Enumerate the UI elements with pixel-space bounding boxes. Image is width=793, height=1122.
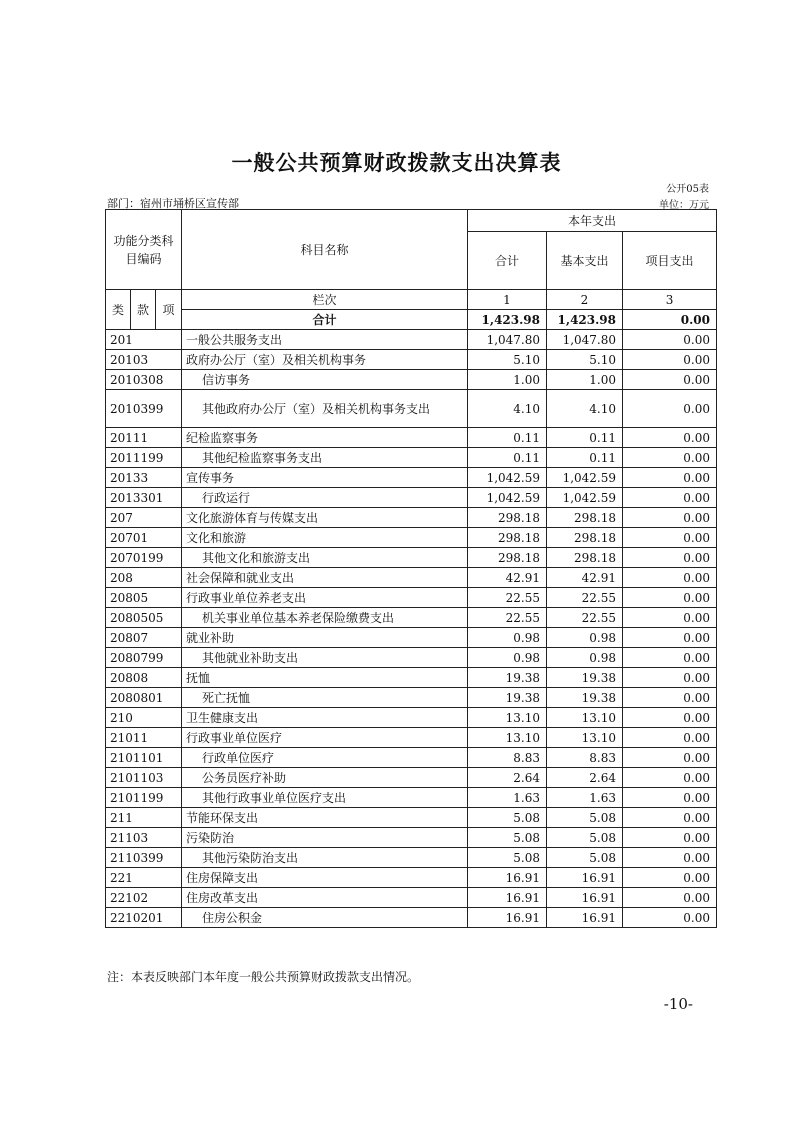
col3-label: 3 bbox=[623, 290, 717, 310]
row-subject-name: 抚恤 bbox=[182, 668, 468, 688]
row-basic: 5.10 bbox=[547, 350, 623, 370]
row-code: 2080801 bbox=[106, 688, 182, 708]
table-row bbox=[106, 788, 717, 808]
row-subject-name: 文化和旅游 bbox=[182, 528, 468, 548]
row-basic: 19.38 bbox=[547, 668, 623, 688]
row-project: 0.00 bbox=[623, 508, 717, 528]
table-row bbox=[106, 828, 717, 848]
row-code: 20103 bbox=[106, 350, 182, 370]
total-row-basic: 1,423.98 bbox=[547, 310, 623, 330]
func-class-header: 功能分类科目编码 bbox=[106, 210, 182, 290]
row-total: 16.91 bbox=[468, 908, 547, 928]
row-project: 0.00 bbox=[623, 808, 717, 828]
row-project: 0.00 bbox=[623, 788, 717, 808]
row-total: 0.98 bbox=[468, 628, 547, 648]
row-basic: 1.63 bbox=[547, 788, 623, 808]
table-row bbox=[106, 548, 717, 568]
total-row-project: 0.00 bbox=[623, 310, 717, 330]
table-row bbox=[106, 350, 717, 370]
department-label: 部门：宿州市埇桥区宣传部 bbox=[107, 197, 239, 210]
row-total: 13.10 bbox=[468, 708, 547, 728]
row-subject-name: 住房改革支出 bbox=[182, 888, 468, 908]
row-project: 0.00 bbox=[623, 688, 717, 708]
row-total: 0.11 bbox=[468, 428, 547, 448]
row-project: 0.00 bbox=[623, 648, 717, 668]
row-total: 5.08 bbox=[468, 828, 547, 848]
table-row bbox=[106, 370, 717, 390]
row-code: 208 bbox=[106, 568, 182, 588]
row-subject-name: 节能环保支出 bbox=[182, 808, 468, 828]
total-row-label: 合计 bbox=[182, 310, 468, 330]
table-row bbox=[106, 748, 717, 768]
row-project: 0.00 bbox=[623, 390, 717, 428]
row-total: 42.91 bbox=[468, 568, 547, 588]
row-subject-name: 死亡抚恤 bbox=[182, 688, 468, 708]
this-year-header: 本年支出 bbox=[468, 210, 717, 232]
table-row bbox=[106, 330, 717, 350]
row-total: 19.38 bbox=[468, 668, 547, 688]
row-project: 0.00 bbox=[623, 448, 717, 468]
form-code: 公开05表 bbox=[666, 184, 709, 195]
row-total: 8.83 bbox=[468, 748, 547, 768]
row-basic: 16.91 bbox=[547, 908, 623, 928]
row-code: 20133 bbox=[106, 468, 182, 488]
table-row bbox=[106, 568, 717, 588]
row-project: 0.00 bbox=[623, 828, 717, 848]
row-total: 298.18 bbox=[468, 508, 547, 528]
table-row bbox=[106, 628, 717, 648]
row-total: 5.08 bbox=[468, 848, 547, 868]
row-total: 13.10 bbox=[468, 728, 547, 748]
row-basic: 16.91 bbox=[547, 868, 623, 888]
row-project: 0.00 bbox=[623, 908, 717, 928]
row-subject-name: 一般公共服务支出 bbox=[182, 330, 468, 350]
row-basic: 16.91 bbox=[547, 888, 623, 908]
row-total: 22.55 bbox=[468, 608, 547, 628]
row-project: 0.00 bbox=[623, 548, 717, 568]
row-project: 0.00 bbox=[623, 888, 717, 908]
row-basic: 22.55 bbox=[547, 588, 623, 608]
row-total: 16.91 bbox=[468, 888, 547, 908]
table-row bbox=[106, 708, 717, 728]
row-project: 0.00 bbox=[623, 468, 717, 488]
row-subject-name: 文化旅游体育与传媒支出 bbox=[182, 508, 468, 528]
row-total: 5.08 bbox=[468, 808, 547, 828]
row-basic: 19.38 bbox=[547, 688, 623, 708]
row-basic: 1,042.59 bbox=[547, 488, 623, 508]
row-basic: 5.08 bbox=[547, 848, 623, 868]
row-total: 298.18 bbox=[468, 548, 547, 568]
table-row bbox=[106, 608, 717, 628]
row-total: 0.11 bbox=[468, 448, 547, 468]
table-row bbox=[106, 648, 717, 668]
row-project: 0.00 bbox=[623, 370, 717, 390]
row-code: 2110399 bbox=[106, 848, 182, 868]
row-basic: 13.10 bbox=[547, 728, 623, 748]
column-label: 栏次 bbox=[182, 290, 468, 310]
row-subject-name: 其他就业补助支出 bbox=[182, 648, 468, 668]
row-total: 19.38 bbox=[468, 688, 547, 708]
row-total: 4.10 bbox=[468, 390, 547, 428]
table-row bbox=[106, 390, 717, 428]
page-number: -10- bbox=[663, 995, 693, 1013]
table-row bbox=[106, 668, 717, 688]
row-subject-name: 污染防治 bbox=[182, 828, 468, 848]
row-code: 201 bbox=[106, 330, 182, 350]
row-code: 20807 bbox=[106, 628, 182, 648]
table-row bbox=[106, 508, 717, 528]
row-code: 2010308 bbox=[106, 370, 182, 390]
table-row bbox=[106, 808, 717, 828]
row-subject-name: 公务员医疗补助 bbox=[182, 768, 468, 788]
row-total: 16.91 bbox=[468, 868, 547, 888]
row-code: 20805 bbox=[106, 588, 182, 608]
row-total: 0.98 bbox=[468, 648, 547, 668]
row-code: 2010399 bbox=[106, 390, 182, 428]
project-header: 项目支出 bbox=[623, 232, 717, 290]
row-code: 2080799 bbox=[106, 648, 182, 668]
row-project: 0.00 bbox=[623, 350, 717, 370]
row-project: 0.00 bbox=[623, 568, 717, 588]
table-row bbox=[106, 888, 717, 908]
row-subject-name: 住房保障支出 bbox=[182, 868, 468, 888]
row-total: 1.63 bbox=[468, 788, 547, 808]
row-total: 1,042.59 bbox=[468, 488, 547, 508]
row-subject-name: 信访事务 bbox=[182, 370, 468, 390]
table-row bbox=[106, 728, 717, 748]
row-subject-name: 其他文化和旅游支出 bbox=[182, 548, 468, 568]
row-basic: 0.11 bbox=[547, 428, 623, 448]
row-code: 210 bbox=[106, 708, 182, 728]
row-basic: 298.18 bbox=[547, 508, 623, 528]
col1-label: 1 bbox=[468, 290, 547, 310]
table-row bbox=[106, 908, 717, 928]
row-subject-name: 行政事业单位医疗 bbox=[182, 728, 468, 748]
row-code: 2101199 bbox=[106, 788, 182, 808]
footnote: 注：本表反映部门本年度一般公共预算财政拨款支出情况。 bbox=[107, 970, 420, 984]
row-basic: 1,042.59 bbox=[547, 468, 623, 488]
row-subject-name: 宣传事务 bbox=[182, 468, 468, 488]
row-project: 0.00 bbox=[623, 728, 717, 748]
row-code: 221 bbox=[106, 868, 182, 888]
row-subject-name: 行政单位医疗 bbox=[182, 748, 468, 768]
row-basic: 5.08 bbox=[547, 828, 623, 848]
table-row bbox=[106, 848, 717, 868]
table-row bbox=[106, 528, 717, 548]
basic-header: 基本支出 bbox=[547, 232, 623, 290]
row-basic: 13.10 bbox=[547, 708, 623, 728]
page-title: 一般公共预算财政拨款支出决算表 bbox=[231, 150, 562, 175]
row-subject-name: 政府办公厅（室）及相关机构事务 bbox=[182, 350, 468, 370]
row-code: 21011 bbox=[106, 728, 182, 748]
table-row bbox=[106, 448, 717, 468]
col2-label: 2 bbox=[547, 290, 623, 310]
row-total: 1.00 bbox=[468, 370, 547, 390]
row-project: 0.00 bbox=[623, 428, 717, 448]
row-code: 20701 bbox=[106, 528, 182, 548]
row-project: 0.00 bbox=[623, 748, 717, 768]
row-code: 2101103 bbox=[106, 768, 182, 788]
row-total: 1,042.59 bbox=[468, 468, 547, 488]
row-project: 0.00 bbox=[623, 588, 717, 608]
row-subject-name: 就业补助 bbox=[182, 628, 468, 648]
row-basic: 22.55 bbox=[547, 608, 623, 628]
row-project: 0.00 bbox=[623, 528, 717, 548]
total-header: 合计 bbox=[468, 232, 547, 290]
row-code: 2080505 bbox=[106, 608, 182, 628]
row-code: 20111 bbox=[106, 428, 182, 448]
row-total: 5.10 bbox=[468, 350, 547, 370]
row-code: 2013301 bbox=[106, 488, 182, 508]
row-basic: 8.83 bbox=[547, 748, 623, 768]
row-code: 2070199 bbox=[106, 548, 182, 568]
row-project: 0.00 bbox=[623, 768, 717, 788]
row-project: 0.00 bbox=[623, 668, 717, 688]
row-subject-name: 社会保障和就业支出 bbox=[182, 568, 468, 588]
total-row-total: 1,423.98 bbox=[468, 310, 547, 330]
row-total: 1,047.80 bbox=[468, 330, 547, 350]
row-code: 21103 bbox=[106, 828, 182, 848]
row-project: 0.00 bbox=[623, 330, 717, 350]
row-subject-name: 行政运行 bbox=[182, 488, 468, 508]
row-project: 0.00 bbox=[623, 868, 717, 888]
row-code: 2101101 bbox=[106, 748, 182, 768]
row-subject-name: 住房公积金 bbox=[182, 908, 468, 928]
table-row bbox=[106, 488, 717, 508]
table-row bbox=[106, 428, 717, 448]
table-row bbox=[106, 868, 717, 888]
table-row bbox=[106, 468, 717, 488]
unit-label: 单位：万元 bbox=[659, 200, 709, 211]
expenditure-table bbox=[105, 209, 717, 928]
row-code: 207 bbox=[106, 508, 182, 528]
row-project: 0.00 bbox=[623, 628, 717, 648]
row-subject-name: 其他政府办公厅（室）及相关机构事务支出 bbox=[182, 390, 468, 428]
row-total: 298.18 bbox=[468, 528, 547, 548]
row-code: 2210201 bbox=[106, 908, 182, 928]
row-basic: 0.11 bbox=[547, 448, 623, 468]
row-subject-name: 其他污染防治支出 bbox=[182, 848, 468, 868]
row-basic: 4.10 bbox=[547, 390, 623, 428]
row-basic: 5.08 bbox=[547, 808, 623, 828]
row-subject-name: 卫生健康支出 bbox=[182, 708, 468, 728]
row-total: 2.64 bbox=[468, 768, 547, 788]
row-subject-name: 纪检监察事务 bbox=[182, 428, 468, 448]
row-basic: 42.91 bbox=[547, 568, 623, 588]
row-project: 0.00 bbox=[623, 708, 717, 728]
subject-name-header: 科目名称 bbox=[182, 210, 468, 290]
row-project: 0.00 bbox=[623, 488, 717, 508]
row-code: 20808 bbox=[106, 668, 182, 688]
row-subject-name: 其他纪检监察事务支出 bbox=[182, 448, 468, 468]
table-row bbox=[106, 688, 717, 708]
row-subject-name: 其他行政事业单位医疗支出 bbox=[182, 788, 468, 808]
row-basic: 1.00 bbox=[547, 370, 623, 390]
row-basic: 298.18 bbox=[547, 528, 623, 548]
row-code: 211 bbox=[106, 808, 182, 828]
row-basic: 1,047.80 bbox=[547, 330, 623, 350]
row-basic: 0.98 bbox=[547, 628, 623, 648]
xiang-header: 项 bbox=[156, 290, 182, 330]
row-basic: 2.64 bbox=[547, 768, 623, 788]
table-row bbox=[106, 588, 717, 608]
row-total: 22.55 bbox=[468, 588, 547, 608]
row-subject-name: 机关事业单位基本养老保险缴费支出 bbox=[182, 608, 468, 628]
row-code: 2011199 bbox=[106, 448, 182, 468]
row-subject-name: 行政事业单位养老支出 bbox=[182, 588, 468, 608]
row-project: 0.00 bbox=[623, 848, 717, 868]
row-project: 0.00 bbox=[623, 608, 717, 628]
row-basic: 298.18 bbox=[547, 548, 623, 568]
row-code: 22102 bbox=[106, 888, 182, 908]
row-basic: 0.98 bbox=[547, 648, 623, 668]
lei-header: 类 bbox=[106, 290, 131, 330]
table-row bbox=[106, 768, 717, 788]
kuan-header: 款 bbox=[131, 290, 156, 330]
